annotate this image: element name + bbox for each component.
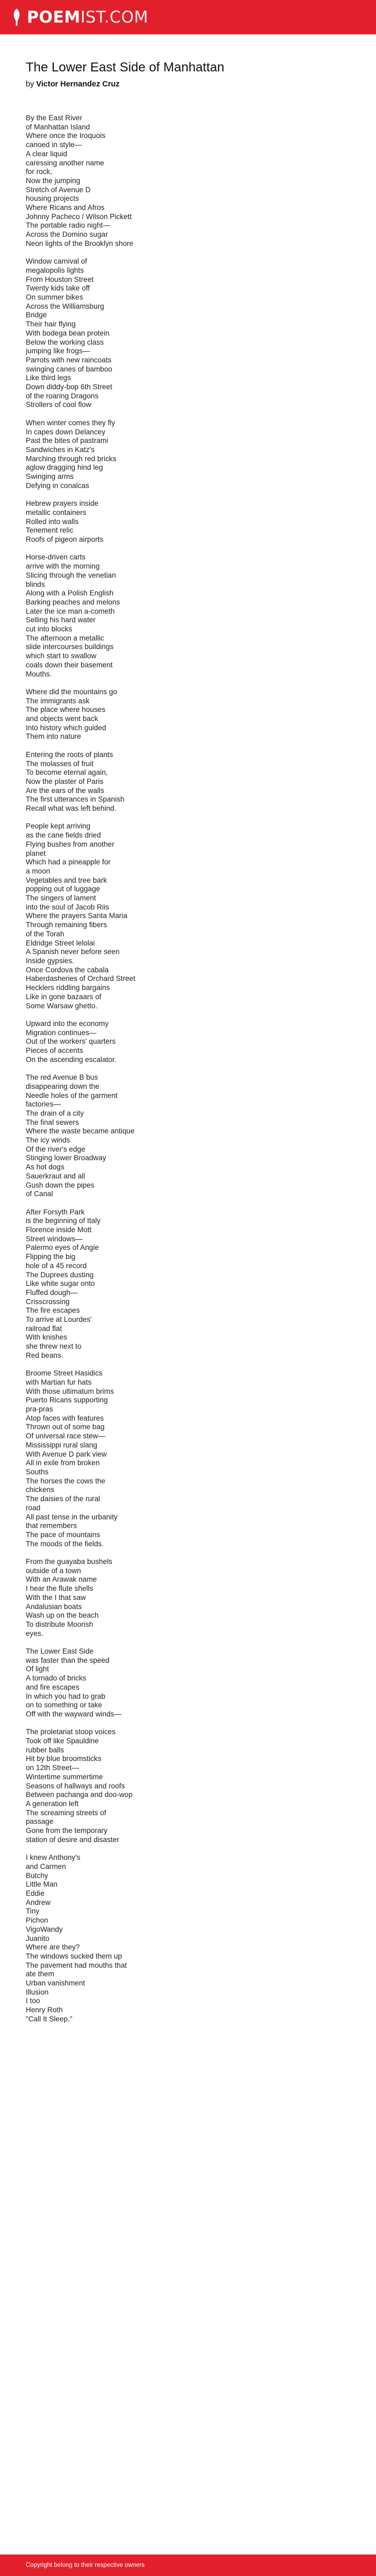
poem-line: The afternoon a metallic xyxy=(26,634,104,642)
poem-line: Roofs of pigeon airports xyxy=(26,535,104,543)
poem-line: The icy winds xyxy=(26,1136,70,1145)
poem-stanza xyxy=(26,1208,348,1360)
poem-line: Johnny Pacheco / Wilson Pickett xyxy=(26,212,132,221)
poem-line: People kept arriving xyxy=(26,822,91,831)
quill-pen-icon xyxy=(12,8,21,26)
poem-line: All past tense in the urbanity xyxy=(26,1512,118,1521)
poem-stanza xyxy=(26,751,348,813)
poem-line: Which had a pineapple for xyxy=(26,858,111,867)
poem-line: Once Cordova the cabala xyxy=(26,965,109,974)
poem-line: Now the plaster of Paris xyxy=(26,777,104,785)
poem-stanza xyxy=(26,1073,348,1199)
poem-line: Migration continues— xyxy=(26,1028,97,1037)
poem-stanza xyxy=(26,257,348,410)
poem-line: passage xyxy=(26,1817,54,1826)
poem-line: The drain of a city xyxy=(26,1109,84,1117)
poem-line: Thrown out of some bag xyxy=(26,1423,105,1431)
poem-stanza xyxy=(26,1647,348,1719)
poem-stanza xyxy=(26,1558,348,1638)
poem-line: into the soul of Jacob Riis xyxy=(26,903,109,911)
poem-line: jumping like frogs— xyxy=(26,347,90,355)
poem-line: Pichon xyxy=(26,1916,48,1925)
poem-line: Of light xyxy=(26,1665,49,1673)
poem-line: aglow dragging hind leg xyxy=(26,463,103,472)
poem-line: Down diddy-bop 6th Street xyxy=(26,383,112,391)
poem-line: Butchy xyxy=(26,1871,48,1880)
poem-line: Pieces of accents xyxy=(26,1046,83,1054)
poem-line: she threw next to xyxy=(26,1342,82,1351)
poem-line: that remembers xyxy=(26,1522,77,1530)
poem-line: The place where houses xyxy=(26,705,106,714)
poem-stanza xyxy=(26,419,348,491)
poem-line: canoed in style— xyxy=(26,141,82,149)
poem-line: popping out of luggage xyxy=(26,885,100,893)
poem-stanza xyxy=(26,688,348,741)
poem-line: Fluffed dough— xyxy=(26,1288,78,1297)
poem-title: The Lower East Side of Manhattan xyxy=(26,60,225,75)
poem-line: Wintertime summertime xyxy=(26,1772,103,1781)
poem-line: housing projects xyxy=(26,194,79,203)
poem-line: After Forsyth Park xyxy=(26,1207,85,1216)
poem-line: The horses the cows the xyxy=(26,1476,106,1485)
poem-line: Needle holes of the garment xyxy=(26,1091,118,1100)
poem-line: and objects went back xyxy=(26,715,98,723)
poem-line: From Houston Street xyxy=(26,275,94,283)
poem-line: Horse-driven carts xyxy=(26,553,86,562)
poem-line: rubber balls xyxy=(26,1745,64,1754)
poem-line: Of the river's edge xyxy=(26,1145,85,1153)
poem-line: Flipping the big xyxy=(26,1253,76,1261)
poem-line: To distribute Moorish xyxy=(26,1620,93,1628)
poem-line: The red Avenue B bus xyxy=(26,1073,98,1082)
poem-line: Mouths. xyxy=(26,670,52,678)
poem-byline xyxy=(26,80,120,89)
poem-line: Into history which guided xyxy=(26,723,106,732)
poem-line: megalopolis lights xyxy=(26,266,84,274)
poem-line: Vegetables and tree bark xyxy=(26,876,107,884)
poem-line: The final sewers xyxy=(26,1118,79,1126)
poem-line: Strollers of cool flow xyxy=(26,401,91,409)
poem-line: slide intercourses buildings xyxy=(26,643,114,651)
poem-line: Stretch of Avenue D xyxy=(26,185,91,194)
poem-line: In capes down Delancey xyxy=(26,427,106,436)
poem-line: I hear the flute shells xyxy=(26,1584,93,1593)
poem-line: Where Ricans and Afros xyxy=(26,203,105,212)
poem-line: Hit by blue broomsticks xyxy=(26,1755,102,1763)
poem-line: Andrew xyxy=(26,1898,51,1906)
poem-line: Tenement relic xyxy=(26,526,74,535)
poem-line: Crisscrossing xyxy=(26,1297,70,1306)
poem-line: cut into blocks xyxy=(26,625,73,634)
poem-line: metallic containers xyxy=(26,508,86,516)
poem-line: Florence inside Mott xyxy=(26,1226,92,1234)
poem-stanza xyxy=(26,114,348,249)
poem-line: Bridge xyxy=(26,311,47,319)
poem-line: Like third legs xyxy=(26,374,71,382)
poem-line: Some Warsaw ghetto. xyxy=(26,1001,98,1010)
poem-line: VigoWandy xyxy=(26,1925,63,1933)
poem-line: Street windows— xyxy=(26,1234,83,1243)
poem-line: With an Arawak name xyxy=(26,1575,97,1584)
poem-line: Like in gone bazaars of xyxy=(26,992,102,1001)
poem-line: Entering the roots of plants xyxy=(26,750,113,759)
poem-line: Haberdasheries of Orchard Street xyxy=(26,974,136,983)
poem-line: on 12th Street— xyxy=(26,1764,79,1772)
poem-line: Off with the wayward winds— xyxy=(26,1709,122,1718)
poem-line: outside of a town xyxy=(26,1566,81,1575)
poem-line: disappearing down the xyxy=(26,1082,99,1090)
poem-line: I too xyxy=(26,1997,40,2005)
poem-line: as the cane fields dried xyxy=(26,831,101,840)
poem-line: With bodega bean protein xyxy=(26,329,110,337)
poem-line: Where once the Iroquois xyxy=(26,132,106,140)
poem-line: Through remaining fibers xyxy=(26,921,107,929)
poem-line: Where the prayers Santa Maria xyxy=(26,912,127,920)
site-header xyxy=(0,0,376,34)
poem-line: caressing another name xyxy=(26,158,104,167)
poem-line: To become eternal again, xyxy=(26,768,108,777)
poem-line: with Martian fur hats xyxy=(26,1378,92,1386)
poem-line: chickens xyxy=(26,1486,54,1494)
poem-line: The moods of the fields. xyxy=(26,1539,104,1548)
poem-line: Are the ears of the walls xyxy=(26,786,104,795)
poem-line: arrive with the morning xyxy=(26,562,100,571)
poem-line: The pavement had mouths that xyxy=(26,1961,127,1969)
poem-line: On the ascending escalator. xyxy=(26,1055,117,1064)
poem-line: Between pachanga and doo-wop xyxy=(26,1791,133,1799)
poem-line: Rolled into walls xyxy=(26,517,79,526)
poem-line: Out of the workers' quarters xyxy=(26,1037,116,1046)
poem-line: With Avenue D park view xyxy=(26,1450,107,1458)
poem-line: Urban vanishment xyxy=(26,1979,85,1988)
poem-line: The portable radio night— xyxy=(26,221,111,230)
poem-line: Across the Domino sugar xyxy=(26,230,108,239)
poem-line: for rock, xyxy=(26,168,53,176)
poem-line: of Manhattan Island xyxy=(26,122,90,131)
poem-line: Juanito xyxy=(26,1934,49,1942)
poem-line: The Lower East Side xyxy=(26,1647,94,1656)
poem-line: Illusion xyxy=(26,1988,49,1996)
poem-line: Sauerkraut and all xyxy=(26,1171,85,1180)
poem-line: planet xyxy=(26,849,46,857)
poem-line: on to something or take xyxy=(26,1701,103,1709)
poem-body xyxy=(26,114,348,2033)
poem-line: Recall what was left behind. xyxy=(26,804,117,813)
poem-line: The daisies of the rural xyxy=(26,1495,100,1503)
poem-line: Where did the mountains go xyxy=(26,687,118,696)
poem-line: A tornado of bricks xyxy=(26,1674,86,1683)
poem-line: Where the waste became antique xyxy=(26,1127,135,1136)
poem-line: Eldridge Street lelolai xyxy=(26,938,95,947)
poem-line: Hecklers riddling bargains xyxy=(26,984,110,992)
poem-line: As hot dogs xyxy=(26,1163,64,1171)
poem-line: Eddie xyxy=(26,1889,45,1897)
poem-line: of the Torah xyxy=(26,929,64,938)
poem-line: "Call It Sleep." xyxy=(26,2014,73,2023)
poem-line: The screaming streets of xyxy=(26,1808,106,1817)
poem-line: railroad flat xyxy=(26,1324,62,1333)
poem-line: Upward into the economy xyxy=(26,1019,109,1028)
poem-line: Defying in conalcas xyxy=(26,481,89,490)
poem-line: eyes. xyxy=(26,1629,44,1638)
poem-line: To arrive at Lourdes' xyxy=(26,1315,92,1324)
poem-line: coals down their basement xyxy=(26,660,113,669)
poem-line: Atop faces with features xyxy=(26,1414,104,1422)
poem-line: Selling his hard water xyxy=(26,616,96,624)
poem-line: road xyxy=(26,1503,41,1512)
poem-line: Tiny xyxy=(26,1907,40,1916)
poem-line: Red beans. xyxy=(26,1351,63,1359)
poem-stanza xyxy=(26,499,348,544)
poem-line: With those ultimatum brims xyxy=(26,1387,114,1395)
poem-line: The pace of mountains xyxy=(26,1530,100,1539)
poem-line: blinds xyxy=(26,580,45,588)
poem-line: Parrots with new raincoats xyxy=(26,355,112,364)
poem-line: A clear liquid xyxy=(26,149,68,158)
poem-line: swinging canes of bamboo xyxy=(26,365,112,373)
poem-line: Gush down the pipes xyxy=(26,1181,95,1189)
poem-line: Marching through red bricks xyxy=(26,454,117,463)
poem-line: The immigrants ask xyxy=(26,696,90,705)
poem-line: Their hair flying xyxy=(26,320,76,329)
poem-stanza xyxy=(26,553,348,679)
poem-line: Stinging lower Broadway xyxy=(26,1154,106,1162)
by-label: by xyxy=(26,80,34,89)
poem-line: Later the ice man a-cometh xyxy=(26,607,115,615)
poem-line: With knishes xyxy=(26,1333,68,1342)
poem-line: Little Man xyxy=(26,1880,57,1889)
poem-line: and Carmen xyxy=(26,1862,66,1871)
poem-line: The fire escapes xyxy=(26,1306,80,1315)
site-footer xyxy=(0,2555,376,2576)
site-logo[interactable] xyxy=(12,8,148,27)
poem-line: Barking peaches and melons xyxy=(26,598,120,606)
poem-line: Now the jumping xyxy=(26,176,81,185)
poem-line: factories— xyxy=(26,1100,61,1109)
poem-stanza xyxy=(26,1728,348,1844)
copyright-text: Copyright belong to their respective owners xyxy=(26,2562,145,2568)
poem-stanza xyxy=(26,1020,348,1065)
poem-line: The first utterances in Spanish xyxy=(26,795,125,804)
poem-line: By the East River xyxy=(26,114,83,122)
poem-line: The proletariat stoop voices xyxy=(26,1728,115,1736)
poem-line: a moon xyxy=(26,867,50,875)
poem-line: The windows sucked them up xyxy=(26,1952,122,1960)
poem-line: I knew Anthony's xyxy=(26,1853,81,1862)
poem-line: In which you had to grab xyxy=(26,1692,106,1700)
poem-stanza xyxy=(26,1853,348,2024)
poem-line: Twenty kids take off xyxy=(26,284,90,293)
poem-stanza xyxy=(26,1369,348,1548)
poem-line: The singers of lament xyxy=(26,894,96,903)
poem-line: Like white sugar onto xyxy=(26,1279,95,1288)
poem-line: From the guayaba bushels xyxy=(26,1558,112,1566)
poem-line: Wash up on the beach xyxy=(26,1611,99,1620)
poem-line: Where are they? xyxy=(26,1943,80,1952)
poem-line: Seasons of hallways and roofs xyxy=(26,1781,125,1790)
poem-line: Souths xyxy=(26,1468,49,1476)
poem-line: Mississippi rural slang xyxy=(26,1440,97,1449)
poem-line: Puerto Ricans supporting xyxy=(26,1396,108,1405)
poem-line: Neon lights of the Brooklyn shore xyxy=(26,239,134,248)
poem-line: station of desire and disaster xyxy=(26,1835,119,1844)
poem-line: and fire escapes xyxy=(26,1683,79,1691)
logo-text-light: IST.COM xyxy=(80,8,148,27)
poem-line: Across the Williamsburg xyxy=(26,302,104,310)
poem-line: Below the working class xyxy=(26,338,104,346)
poem-line: All in exile from broken xyxy=(26,1459,100,1467)
poem-line: Broome Street Hasidics xyxy=(26,1369,103,1378)
poem-line: Window carnival of xyxy=(26,257,88,266)
poem-line: Henry Roth xyxy=(26,2006,63,2014)
poem-line: Flying bushes from another xyxy=(26,840,114,848)
poem-line: The Duprees dusting xyxy=(26,1270,94,1279)
poem-line: Sandwiches in Katz's xyxy=(26,445,95,454)
poem-line: Gone from the temporary xyxy=(26,1827,107,1835)
poem-line: of the roaring Dragons xyxy=(26,391,99,400)
poem-line: On summer bikes xyxy=(26,293,83,302)
poem-line: pra-pras xyxy=(26,1405,53,1414)
poem-line: was faster than the speed xyxy=(26,1656,110,1664)
poem-stanza xyxy=(26,822,348,1010)
poem-line: With the I that saw xyxy=(26,1593,86,1602)
poem-line: which start to swallow xyxy=(26,652,97,660)
poem-line: Them into nature xyxy=(26,732,81,741)
logo-text-bold: POEM xyxy=(27,8,81,27)
poem-line: Slicing through the venetian xyxy=(26,571,116,579)
poem-line: Along with a Polish English xyxy=(26,589,114,598)
poem-line: When winter comes they fly xyxy=(26,418,115,427)
poem-line: Took off like Spauldine xyxy=(26,1737,99,1745)
poem-line: The molasses of fruit xyxy=(26,759,94,768)
poem-line: A Spanish never before seen xyxy=(26,948,120,956)
poem-line: Palermo eyes of Angie xyxy=(26,1243,99,1252)
author-link[interactable]: Victor Hernandez Cruz xyxy=(36,80,120,89)
poem-line: A generation left xyxy=(26,1799,79,1808)
poem-line: Andalusian boats xyxy=(26,1602,82,1611)
poem-line: hole of a 45 record xyxy=(26,1261,87,1270)
poem-line: Of universal race stew— xyxy=(26,1432,106,1440)
poem-line: Hebrew prayers inside xyxy=(26,499,99,508)
poem-line: Past the bites of pastrami xyxy=(26,436,109,445)
poem-line: is the beginning of Italy xyxy=(26,1217,101,1225)
poem-line: Inside gypsies. xyxy=(26,956,74,965)
poem-line: Swinging arms xyxy=(26,472,74,481)
poem-line: of Canal xyxy=(26,1190,53,1198)
poem-line: ate them xyxy=(26,1970,54,1978)
